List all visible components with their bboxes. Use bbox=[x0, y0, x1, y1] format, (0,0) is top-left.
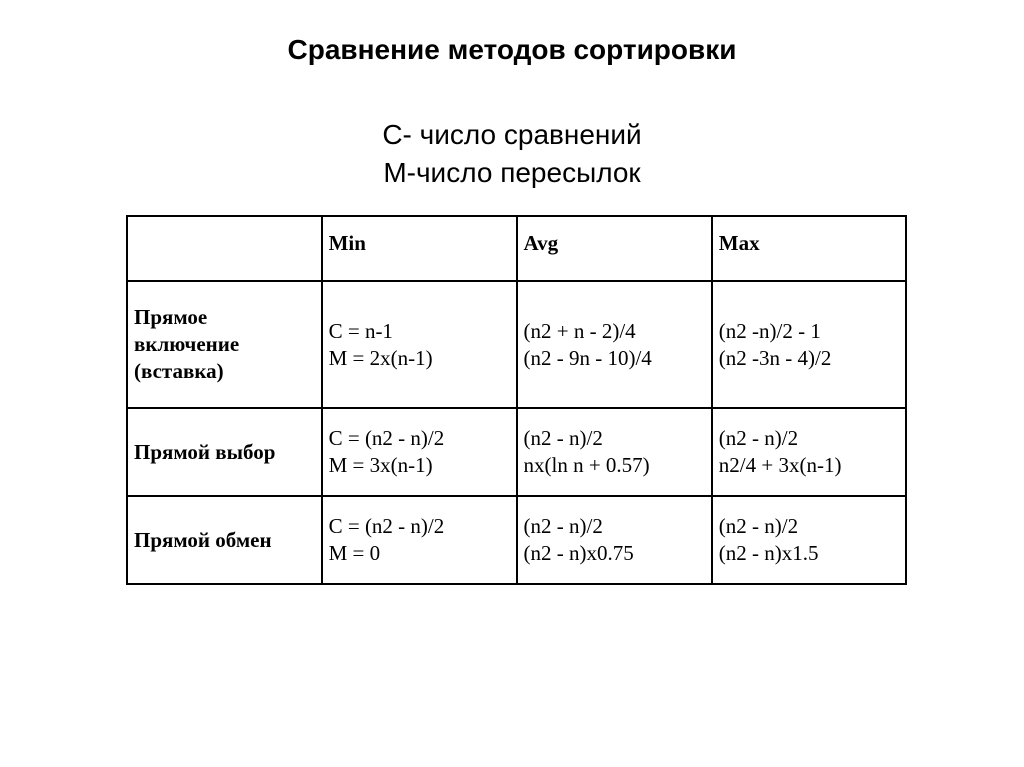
insertion-max-cell bbox=[712, 281, 906, 408]
formula: C = (n2 - n)/2 bbox=[328, 514, 445, 538]
formula: (n2 -3n - 4)/2 bbox=[718, 345, 832, 370]
table-row-insertion bbox=[127, 281, 906, 408]
formula: nx(ln n + 0.57) bbox=[523, 453, 650, 477]
header-avg: Avg bbox=[517, 216, 712, 281]
formula: (n2 - n)/2 bbox=[718, 514, 799, 538]
legend-comparisons: С- число сравнений bbox=[382, 119, 642, 150]
formula: M = 0 bbox=[328, 541, 381, 565]
formula: (n2 - n)/2 bbox=[523, 426, 603, 450]
table-row-selection bbox=[127, 408, 906, 496]
row-name-line: Прямое bbox=[134, 305, 208, 329]
formula: C = (n2 - n)/2 bbox=[328, 426, 445, 450]
header-max: Max bbox=[712, 216, 906, 281]
legend bbox=[0, 116, 1024, 192]
selection-max-cell bbox=[712, 408, 906, 496]
slide-title: Сравнение методов сортировки bbox=[287, 34, 737, 65]
selection-avg-cell bbox=[517, 408, 712, 496]
insertion-avg-cell bbox=[517, 281, 712, 408]
formula: (n2 + n - 2)/4 bbox=[523, 318, 636, 343]
formula: (n2 - n)/2 bbox=[523, 514, 603, 538]
table-row-exchange bbox=[127, 496, 906, 584]
formula: (n2 - n)x0.75 bbox=[523, 541, 634, 565]
formula: (n2 - n)/2 bbox=[718, 426, 799, 450]
row-name-line: (вставка) bbox=[134, 359, 224, 383]
legend-moves: М-число пересылок bbox=[383, 157, 641, 188]
formula: M = 3x(n-1) bbox=[328, 453, 433, 477]
exchange-max-cell bbox=[712, 496, 906, 584]
row-name-selection: Прямой выбор bbox=[127, 408, 322, 496]
row-name-exchange: Прямой обмен bbox=[127, 496, 322, 584]
formula: M = 2x(n-1) bbox=[328, 345, 433, 370]
row-name-line: включение bbox=[134, 332, 240, 356]
selection-min-cell bbox=[322, 408, 517, 496]
formula: (n2 - n)x1.5 bbox=[718, 541, 819, 565]
formula: (n2 - 9n - 10)/4 bbox=[523, 345, 652, 370]
header-min: Min bbox=[322, 216, 517, 281]
insertion-min-cell bbox=[322, 281, 517, 408]
header-empty-cell bbox=[127, 216, 322, 281]
table-header-row bbox=[127, 216, 906, 281]
sorting-comparison-table bbox=[126, 215, 907, 585]
row-name-insertion bbox=[127, 281, 322, 408]
exchange-min-cell bbox=[322, 496, 517, 584]
formula: (n2 -n)/2 - 1 bbox=[718, 318, 821, 343]
formula: C = n-1 bbox=[328, 318, 393, 343]
formula: n2/4 + 3x(n-1) bbox=[718, 453, 842, 477]
exchange-avg-cell bbox=[517, 496, 712, 584]
